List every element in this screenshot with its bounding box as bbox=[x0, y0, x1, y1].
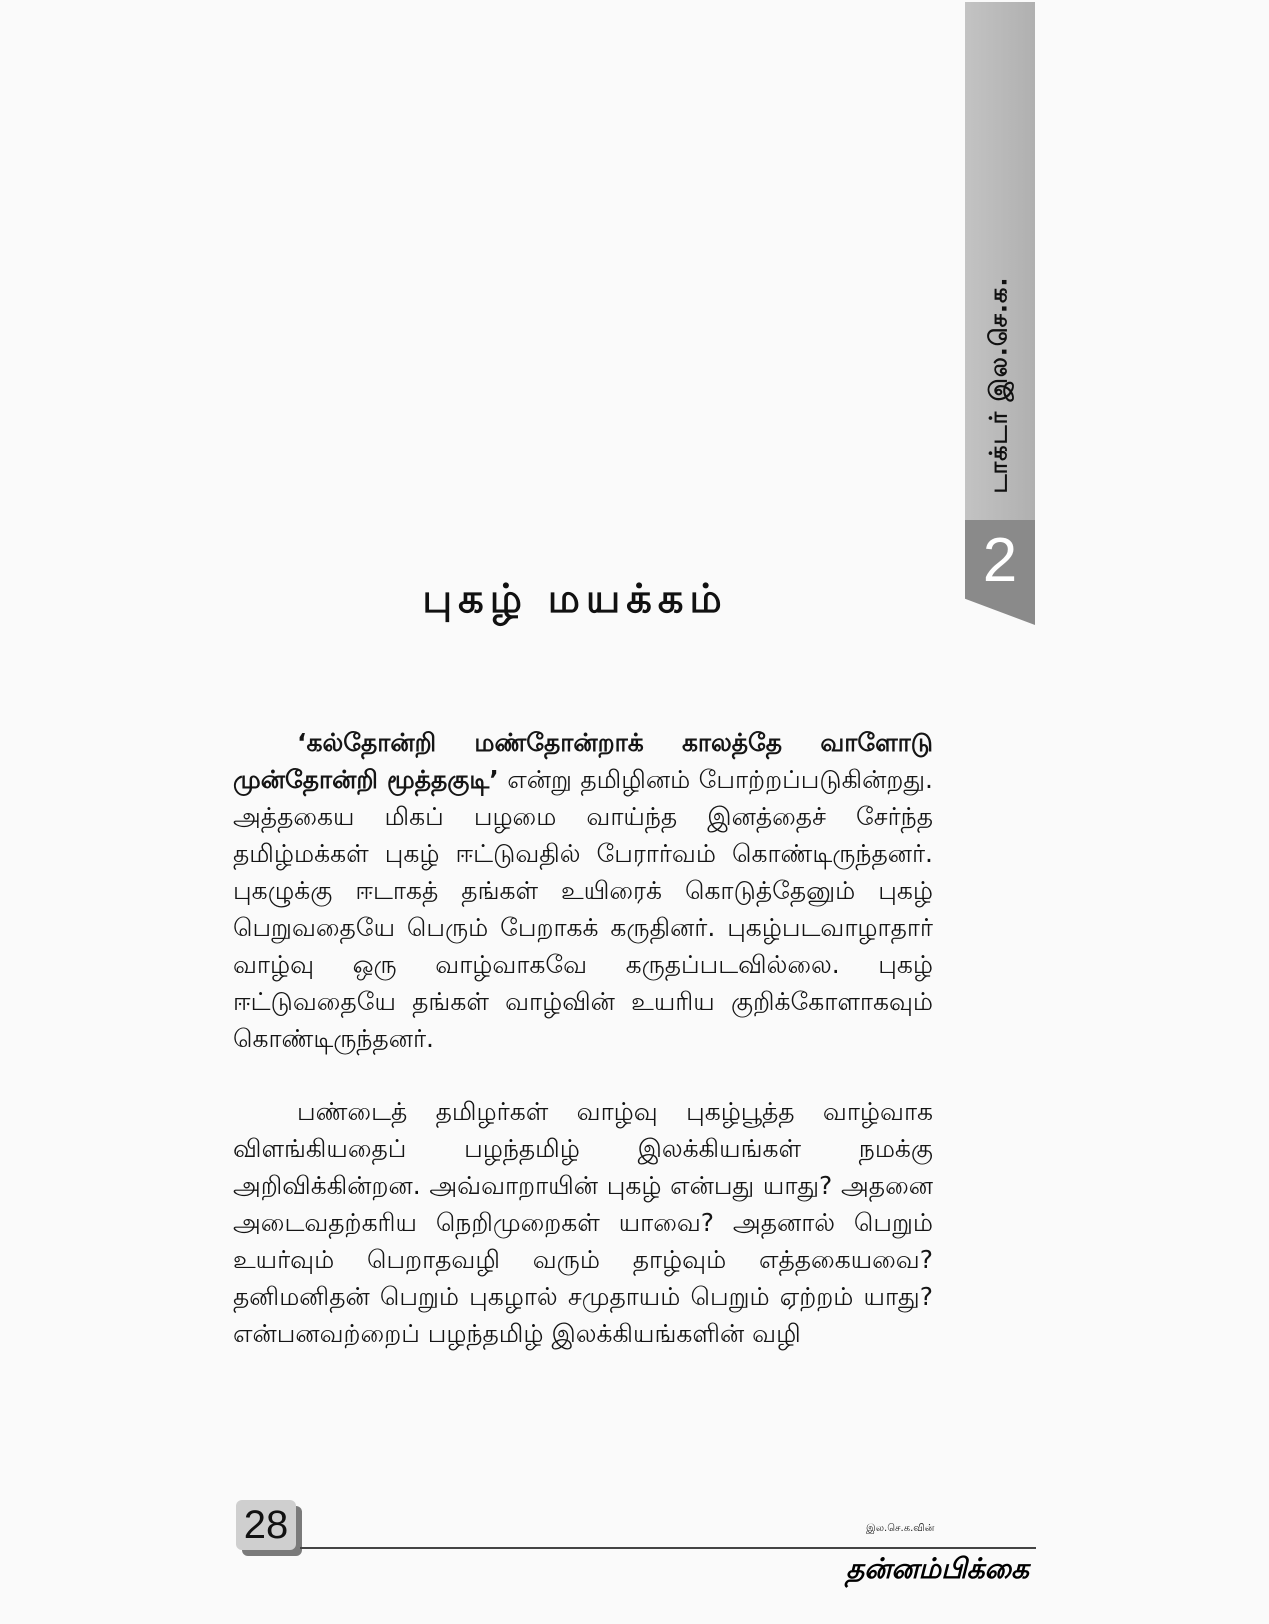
article-body bbox=[233, 724, 933, 1352]
paragraph-1-text: என்று தமிழினம் போற்றப்படுகின்றது. அத்தகைய மிகப் பழமை வாய்ந்த இனத்தைச் சேர்ந்த தமிழ்மக்கள் புகழ் ஈட்டுவதில் பேரார்வம் கொண்டிருந்தனர். புகழுக்கு ஈடாகத் தங்கள் உயிரைக் கொடுத்தேனும் புகழ் பெறுவதையே பெரும் பேறாகக் கருதினர். புகழ்படவாழாதார் வாழ்வு ஒரு வாழ்வாகவே கருதப்படவில்லை. புகழ் ஈட்டுவதையே தங்கள் வாழ்வின் உயரிய குறிக்கோளாகவும் கொண்டிருந்தனர். bbox=[233, 765, 933, 1053]
magazine-logo: தன்னம்பிக்கை bbox=[846, 1552, 1029, 1585]
paragraph-1 bbox=[233, 724, 933, 1057]
quoted-verse: ‘கல்தோன்றி மண்தோன்றாக் காலத்தே வாளோடு முன்தோன்றி மூத்தகுடி’ bbox=[233, 728, 933, 794]
chapter-number: 2 bbox=[982, 526, 1018, 595]
footer-divider bbox=[300, 1547, 1036, 1549]
page-number: 28 bbox=[243, 1503, 289, 1547]
author-name: டாக்டர் இல.செ.க. bbox=[984, 276, 1013, 494]
footer-caption: இல.செ.க.வின் bbox=[866, 1523, 935, 1534]
paragraph-2: பண்டைத் தமிழர்கள் வாழ்வு புகழ்பூத்த வாழ்வாக விளங்கியதைப் பழந்தமிழ் இலக்கியங்கள் நமக்கு அறிவிக்கின்றன. அவ்வாறாயின் புகழ் என்பது யாது? அதனை அடைவதற்கரிய நெறிமுறைகள் யாவை? அதனால் பெறும் உயர்வும் பெறாதவழி வரும் தாழ்வும் எத்தகையவை? தனிமனிதன் பெறும் புகழால் சமுதாயம் பெறும் ஏற்றம் யாது? என்பனவற்றைப் பழந்தமிழ் இலக்கியங்களின் வழி bbox=[233, 1097, 933, 1348]
chapter-title: புகழ் மயக்கம் bbox=[422, 576, 728, 622]
